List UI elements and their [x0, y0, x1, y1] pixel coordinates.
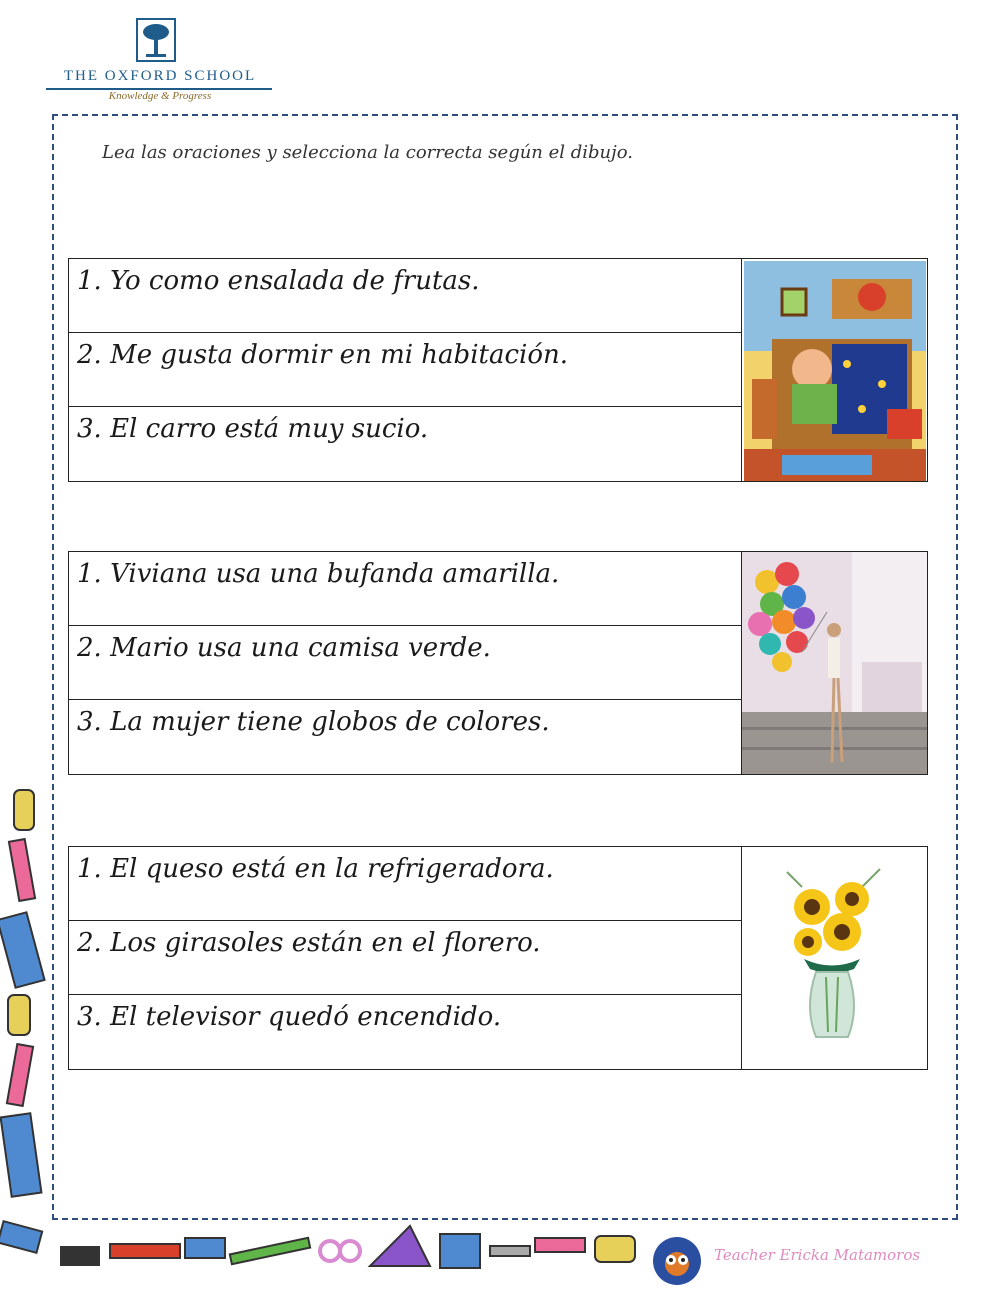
school-motto: Knowledge & Progress: [108, 90, 212, 102]
option-row[interactable]: 3. El televisor quedó encendido.: [77, 1002, 502, 1032]
option-row[interactable]: 1. El queso está en la refrigeradora.: [69, 847, 742, 921]
sunflowers-image: [741, 847, 927, 1069]
question-table-1: [68, 258, 928, 482]
option-row[interactable]: 2. Los girasoles están en el florero.: [69, 921, 742, 995]
option-row[interactable]: 2. Mario usa una camisa verde.: [69, 626, 742, 700]
balloons-image: [741, 552, 927, 774]
owl-icon: [652, 1236, 702, 1286]
option-row[interactable]: 3. La mujer tiene globos de colores.: [77, 707, 550, 737]
instruction-text: Lea las oraciones y selecciona la correcta según el dibujo.: [102, 142, 633, 163]
option-row[interactable]: 1. Yo como ensalada de frutas.: [69, 259, 742, 333]
school-name: THE OXFORD SCHOOL: [63, 68, 257, 84]
option-row[interactable]: 3. El carro está muy sucio.: [77, 414, 429, 444]
school-logo: [44, 18, 284, 108]
bedroom-image: [741, 259, 927, 481]
tree-icon: [136, 18, 176, 62]
option-row[interactable]: 2. Me gusta dormir en mi habitación.: [69, 333, 742, 407]
bottom-supplies-decoration: [0, 1216, 650, 1291]
question-table-2: [68, 551, 928, 775]
question-table-3: [68, 846, 928, 1070]
option-row[interactable]: 1. Viviana usa una bufanda amarilla.: [69, 552, 742, 626]
school-supplies-decoration: [0, 780, 52, 1210]
teacher-credit: Teacher Ericka Matamoros: [714, 1246, 921, 1264]
